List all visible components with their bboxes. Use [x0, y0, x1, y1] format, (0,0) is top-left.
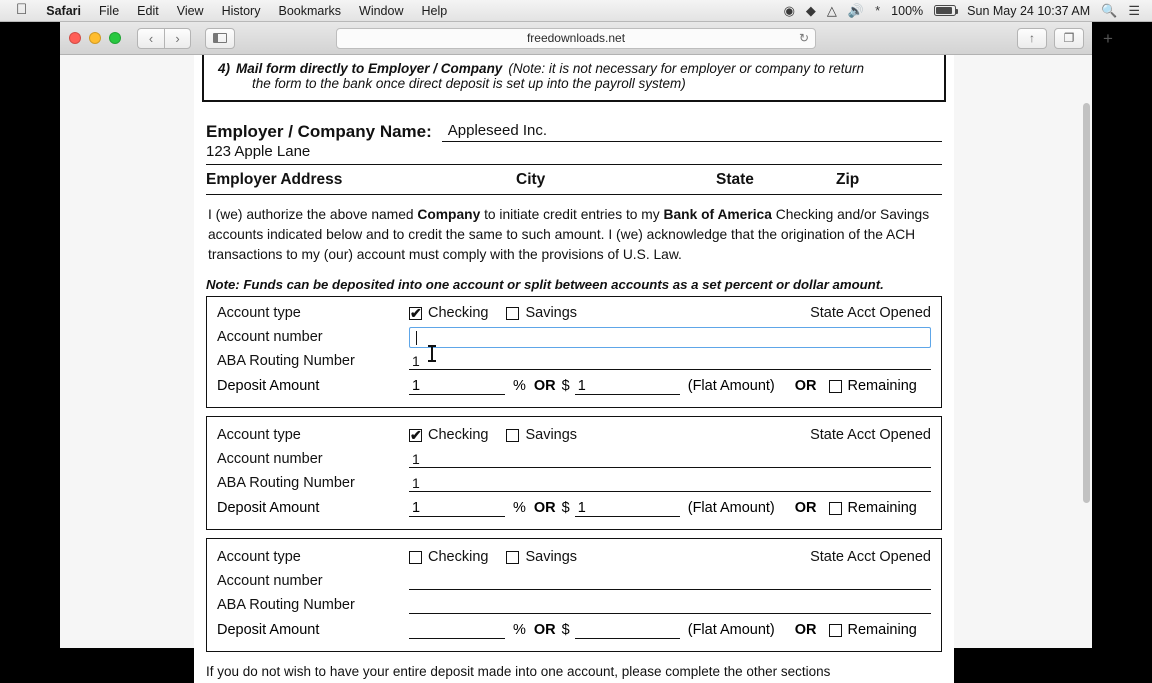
account-type-label-3: Account type	[217, 549, 301, 565]
show-tabs-button[interactable]: ❐	[1054, 28, 1084, 49]
account-number-label-1: Account number	[217, 329, 323, 345]
flat-amount-input-3[interactable]	[575, 622, 680, 639]
remaining-checkbox-1[interactable]	[829, 380, 842, 393]
checking-label-2: Checking	[428, 427, 489, 443]
navigation-buttons	[137, 28, 191, 49]
bluetooth-icon[interactable]: *	[875, 3, 881, 18]
url-text: freedownloads.net	[526, 31, 626, 45]
or2-label-3: OR	[794, 622, 817, 638]
percent-symbol-1: %	[513, 378, 526, 394]
percent-input-3[interactable]	[409, 622, 505, 639]
account-number-input-3[interactable]	[409, 573, 931, 590]
battery-icon[interactable]	[934, 5, 956, 16]
menu-item-edit[interactable]: Edit	[125, 3, 148, 18]
flat-amount-input-2[interactable]: 1	[575, 500, 680, 517]
savings-checkbox-2[interactable]	[506, 429, 519, 442]
menu-item-window[interactable]: Window	[347, 3, 393, 18]
flat-amount-label-1: (Flat Amount)	[687, 378, 775, 394]
back-button[interactable]: ‹	[137, 28, 164, 49]
savings-label-3: Savings	[525, 549, 578, 565]
instruction-box	[202, 55, 946, 102]
deposit-amount-row-3	[217, 617, 931, 643]
page-scrollbar[interactable]	[1083, 59, 1090, 644]
menu-item-safari[interactable]: Safari	[35, 3, 70, 18]
header-state: State	[716, 171, 754, 188]
instruction-note: (Note: it is not necessary for employer or company to return	[508, 61, 864, 76]
remaining-label-3: Remaining	[847, 622, 917, 638]
reload-icon[interactable]: ↻	[798, 31, 809, 45]
direct-deposit-form	[194, 55, 954, 683]
checking-label-1: Checking	[428, 305, 489, 321]
or-label-1: OR	[533, 378, 556, 394]
account-number-input-1[interactable]	[409, 327, 931, 348]
apple-icon[interactable]	[8, 0, 37, 22]
search-icon[interactable]: 🔍	[1101, 3, 1118, 18]
close-icon[interactable]	[69, 32, 81, 44]
account-type-row	[217, 301, 931, 325]
menubar-status-items	[784, 4, 1144, 18]
percent-input-1[interactable]: 1	[409, 378, 505, 395]
menu-item-bookmarks[interactable]: Bookmarks	[267, 3, 330, 18]
remaining-label-2: Remaining	[847, 500, 917, 516]
forward-button[interactable]: ›	[164, 28, 191, 49]
record-icon[interactable]: ◉	[783, 3, 795, 18]
savings-checkbox-1[interactable]	[506, 307, 519, 320]
zoom-icon[interactable]	[109, 32, 121, 44]
dropbox-icon[interactable]: ◆	[805, 3, 816, 18]
employer-name-row	[206, 122, 942, 142]
menubar-items	[8, 0, 456, 22]
percent-symbol-3: %	[513, 622, 526, 638]
state-acct-opened-label-3: State Acct Opened	[810, 549, 931, 565]
aba-routing-label-1: ABA Routing Number	[217, 353, 355, 369]
volume-icon[interactable]: 🔊	[847, 3, 865, 18]
menu-item-history[interactable]: History	[210, 3, 250, 18]
employer-name-label: Employer / Company Name:	[206, 122, 432, 141]
checking-checkbox-1[interactable]	[409, 307, 422, 320]
menu-item-help[interactable]: Help	[410, 3, 436, 18]
savings-checkbox-3[interactable]	[506, 551, 519, 564]
account-number-input-2[interactable]: 1	[409, 451, 931, 468]
aba-routing-input-1[interactable]: 1	[409, 353, 931, 370]
account-type-row-3	[217, 545, 931, 569]
account-type-label-2: Account type	[217, 427, 301, 443]
state-acct-opened-label-1: State Acct Opened	[810, 305, 931, 321]
aba-routing-row-2	[217, 471, 931, 495]
funds-note: Note: Funds can be deposited into one account or split between accounts as a set percent or dollar amount.	[206, 277, 942, 297]
dollar-symbol-2: $	[561, 500, 570, 516]
remaining-checkbox-2[interactable]	[829, 502, 842, 515]
toolbar-right-buttons	[1017, 28, 1092, 49]
percent-input-2[interactable]: 1	[409, 500, 505, 517]
or-label-2: OR	[533, 500, 556, 516]
account-block-1	[206, 297, 942, 408]
aba-routing-row-1	[217, 349, 931, 373]
address-bar[interactable]	[336, 28, 816, 49]
flat-amount-label-3: (Flat Amount)	[687, 622, 775, 638]
dollar-symbol-3: $	[561, 622, 570, 638]
state-acct-opened-label-2: State Acct Opened	[810, 427, 931, 443]
header-city: City	[516, 171, 546, 188]
employer-address-field[interactable]: 123 Apple Lane	[206, 143, 942, 165]
scrollbar-thumb[interactable]	[1083, 103, 1090, 503]
safari-toolbar	[60, 22, 1113, 55]
instruction-bold: Mail form directly to Employer / Company	[236, 61, 503, 76]
auth-company: Company	[417, 207, 481, 222]
text-cursor	[431, 347, 433, 360]
bottom-clipped-text: If you do not wish to have your entire deposit made into one account, please complete the other sections	[206, 664, 831, 679]
or2-label-2: OR	[794, 500, 817, 516]
percent-symbol-2: %	[513, 500, 526, 516]
header-zip: Zip	[836, 171, 860, 188]
deposit-amount-label-1: Deposit Amount	[217, 378, 320, 394]
account-number-row-3	[217, 569, 931, 593]
safari-window	[60, 22, 1113, 679]
account-type-row-2	[217, 423, 931, 447]
flat-amount-label-2: (Flat Amount)	[687, 500, 775, 516]
auth-part3: Checking and/or Savings accounts indicated below and to credit the same to such amount. I (we) acknowledge that the origination of the ACH transactions to my (our) account must comply with the provisions of U.S. Law.	[208, 207, 930, 262]
deposit-amount-label-2: Deposit Amount	[217, 500, 320, 516]
account-number-label-2: Account number	[217, 451, 323, 467]
aba-routing-label-2: ABA Routing Number	[217, 475, 355, 491]
checking-checkbox-2[interactable]	[409, 429, 422, 442]
new-tab-button[interactable]: +	[1103, 29, 1113, 48]
flat-amount-input-1[interactable]: 1	[575, 378, 680, 395]
address-column-headers	[206, 171, 942, 195]
account-block-3	[206, 538, 942, 652]
employer-name-field[interactable]: Appleseed Inc.	[442, 122, 942, 142]
remaining-checkbox-3[interactable]	[829, 624, 842, 637]
aba-routing-input-2[interactable]: 1	[409, 475, 931, 492]
dollar-symbol-1: $	[561, 378, 570, 394]
instruction-line2: the form to the bank once direct deposit is set up into the payroll system)	[252, 76, 686, 91]
auth-part2: to initiate credit entries to my	[480, 207, 664, 222]
authorization-paragraph	[208, 205, 940, 265]
sidebar-icon[interactable]	[205, 28, 235, 49]
auth-bank: Bank of America	[663, 207, 772, 222]
account-block-2	[206, 416, 942, 530]
account-number-label-3: Account number	[217, 573, 323, 589]
menubar-clock[interactable]: Sun May 24 10:37 AM	[967, 3, 1091, 18]
auth-part1: I (we) authorize the above named	[208, 207, 418, 222]
share-button[interactable]: ↑	[1017, 28, 1047, 49]
account-number-row-1	[217, 325, 931, 349]
minimize-icon[interactable]	[89, 32, 101, 44]
menu-item-view[interactable]: View	[165, 3, 193, 18]
menu-item-file[interactable]: File	[87, 3, 108, 18]
list-icon[interactable]: ☰	[1128, 3, 1140, 18]
deposit-amount-row-2	[217, 495, 931, 521]
savings-label-1: Savings	[525, 305, 578, 321]
window-controls	[60, 32, 121, 44]
battery-percent: 100%	[891, 3, 924, 18]
aba-routing-row-3	[217, 593, 931, 617]
deposit-amount-row-1	[217, 373, 931, 399]
checking-checkbox-3[interactable]	[409, 551, 422, 564]
savings-label-2: Savings	[525, 427, 578, 443]
remaining-label-1: Remaining	[847, 378, 917, 394]
instruction-number: 4)	[218, 61, 231, 76]
account-number-row-2	[217, 447, 931, 471]
or-label-3: OR	[533, 622, 556, 638]
or2-label-1: OR	[794, 378, 817, 394]
header-employer-address: Employer Address	[206, 171, 343, 188]
deposit-amount-label-3: Deposit Amount	[217, 622, 320, 638]
page-content	[60, 55, 1092, 679]
aba-routing-label-3: ABA Routing Number	[217, 597, 355, 613]
account-type-label: Account type	[217, 305, 301, 321]
mac-menubar	[0, 0, 1152, 22]
aba-routing-input-3[interactable]	[409, 597, 931, 614]
wifi-icon[interactable]: △	[826, 3, 837, 18]
checking-label-3: Checking	[428, 549, 489, 565]
